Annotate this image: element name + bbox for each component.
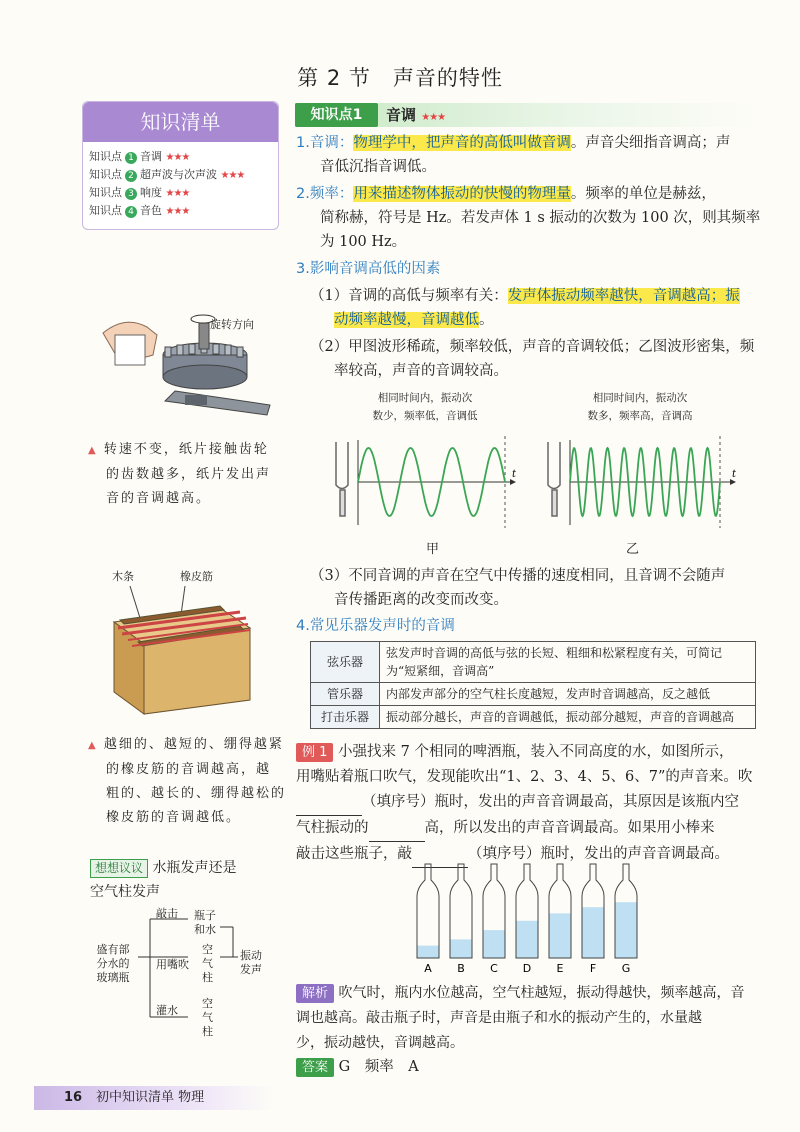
- answer-blank[interactable]: [369, 816, 425, 842]
- kp-tag: 知识点1: [295, 103, 378, 127]
- wave-note: 数多，频率高，音调高: [587, 410, 693, 422]
- gear-caption-line: 音的音调越高。: [106, 491, 212, 506]
- knowledge-list-card: [82, 101, 279, 230]
- example-1: 例 1 小强找来 7 个相同的啤酒瓶，装入不同高度的水，如图所示， 用嘴贴着瓶口吹气，发现能吹出“1、2、3、4、5、6、7”的声音来。吹 （填序号）瓶时，发出的声音音调最高，其原因是该瓶内空 气柱振动的 高，所以发出的声音音调最高。如果用小棒来 敲击这些瓶子，敲 （填序号）瓶时，发出的声音音调最高。: [296, 740, 766, 868]
- table-row: 管乐器 内部发声部分的空气柱长度越短，发声时音调越高，反之越低: [311, 683, 756, 706]
- instrument-table: [310, 641, 756, 729]
- table-row: 打击乐器 振动部分越长，声音的音调越低，振动部分越短，声音的音调越高: [311, 706, 756, 729]
- bottle-label: D: [522, 962, 532, 975]
- rotation-direction-label: 旋转方向: [210, 318, 254, 331]
- kp-item-1[interactable]: 知识点 1 音调 ★★★: [89, 150, 190, 163]
- bottle-label: E: [556, 962, 564, 975]
- para-3-label: 3.影响音调高低的因素: [296, 261, 441, 277]
- bottle-water: [516, 921, 538, 958]
- answer-text: G 频率 A: [338, 1059, 419, 1075]
- axis-t-label: t: [732, 469, 737, 480]
- table-row: 弦乐器 弦发声时音调的高低与弦的长短、粗细和松紧程度有关，可简记为“短紧细，音调高”: [311, 642, 756, 683]
- example-tag: 例 1: [296, 743, 333, 762]
- box-caption-line: 的橡皮筋的音调越高，越: [106, 762, 272, 777]
- bottle: [450, 864, 472, 975]
- card-title: 知识清单: [83, 102, 278, 142]
- section-title: 第 2 节 声音的特性: [297, 66, 503, 90]
- answer-blank[interactable]: [296, 790, 362, 816]
- page-number: 16: [64, 1090, 83, 1105]
- box-caption-line: 粗的、越长的、绷得越松的: [106, 786, 287, 801]
- bottle: [483, 864, 505, 975]
- bottle-water: [417, 946, 439, 958]
- bottle-outline: [417, 864, 439, 958]
- wave-name-yi: 乙: [626, 542, 640, 557]
- bottle-water: [582, 907, 604, 958]
- bottle-water: [483, 930, 505, 958]
- bottle: [615, 864, 637, 975]
- answer: [296, 1055, 419, 1079]
- discuss-tree: 盛有部 分水的 玻璃瓶 敲击 用嘴吹 灌水 瓶子 和水 空 气 柱 空 气 柱 振动 发声: [96, 907, 262, 1038]
- bottle-label: C: [490, 962, 498, 975]
- gear-caption-line: 转速不变，纸片接触齿轮: [103, 442, 269, 457]
- wave-note: 相同时间内，振动次: [377, 392, 473, 404]
- book-title: 初中知识清单 物理: [96, 1090, 205, 1105]
- tuning-fork-icon: [548, 442, 560, 516]
- box-caption-line: 越细的、越短的、绷得越紧: [103, 737, 284, 752]
- para-4-label: 4.常见乐器发声时的音调: [296, 618, 455, 634]
- para-2: 2.频率：用来描述物体振动的快慢的物理量。频率的单位是赫兹， 简称赫，符号是 Hz。若发声体 1 s 振动的次数为 100 次，则其频率 为 100 Hz。: [296, 186, 761, 250]
- wave-diagram-yi: [540, 430, 750, 530]
- rubber-band-box-illustration: [100, 582, 260, 722]
- bottle-water: [549, 913, 571, 958]
- bottle: [549, 864, 571, 975]
- tuning-fork-icon: [336, 442, 348, 516]
- bottle-label: B: [457, 962, 465, 975]
- para-3b: （2）甲图波形稀疏，频率较低，声音的音调较低；乙图波形密集，频 率较高，声音的音调较高。: [310, 339, 755, 379]
- bottle: [516, 864, 538, 975]
- kp-item-2[interactable]: 知识点 2 超声波与次声波 ★★★: [89, 168, 245, 181]
- para-3a: （1）音调的高低与频率有关：发声体振动频率越快，音调越高；振 动频率越慢，音调越低。: [310, 288, 740, 328]
- kp-item-4[interactable]: 知识点 4 音色 ★★★: [89, 204, 190, 217]
- box-caption-line: 橡皮筋的音调越低。: [106, 810, 242, 825]
- analysis: 解析 吹气时，瓶内水位越高，空气柱越短，振动得越快，频率越高，音 调也越高。敲击瓶子时，声音是由瓶子和水的振动产生的，水量越 少，振动越快，音调越高。: [296, 985, 745, 1051]
- wave-name-jia: 甲: [426, 542, 440, 557]
- para-3c: （3）不同音调的声音在空气中传播的速度相同，且音调不会随声 音传播距离的改变而改变。: [310, 568, 726, 608]
- discuss-title-2: 空气柱发声: [90, 884, 160, 900]
- wood-strip-label: 木条: [112, 570, 134, 583]
- analysis-tag: 解析: [296, 984, 334, 1003]
- kp-name: 音调: [386, 106, 417, 124]
- bottle-label: F: [589, 962, 597, 975]
- discuss-tag: 想想议议: [90, 859, 148, 878]
- gear-caption-line: 的齿数越多，纸片发出声: [106, 467, 272, 482]
- bottle-water: [450, 939, 472, 958]
- discuss-title: 水瓶发声还是: [152, 860, 237, 876]
- bottle-label: A: [424, 962, 432, 975]
- wave-note: 数少，频率低，音调低: [372, 410, 478, 422]
- wave-diagram-jia: [330, 430, 530, 530]
- bottle: [417, 864, 439, 975]
- bottle-water: [615, 902, 637, 958]
- bottles-figure: [410, 860, 650, 975]
- rubber-band-label: 橡皮筋: [180, 570, 213, 583]
- wave-note: 相同时间内，振动次: [592, 392, 688, 404]
- bottle: [582, 864, 604, 975]
- kp-item-3[interactable]: 知识点 3 响度 ★★★: [89, 186, 190, 199]
- answer-tag: 答案: [296, 1058, 334, 1077]
- para-1: 1.音调：物理学中，把声音的高低叫做音调。声音尖细指音调高；声 音低沉指音调低。: [296, 135, 731, 175]
- axis-t-label: t: [512, 469, 517, 480]
- bottle-label: G: [621, 962, 631, 975]
